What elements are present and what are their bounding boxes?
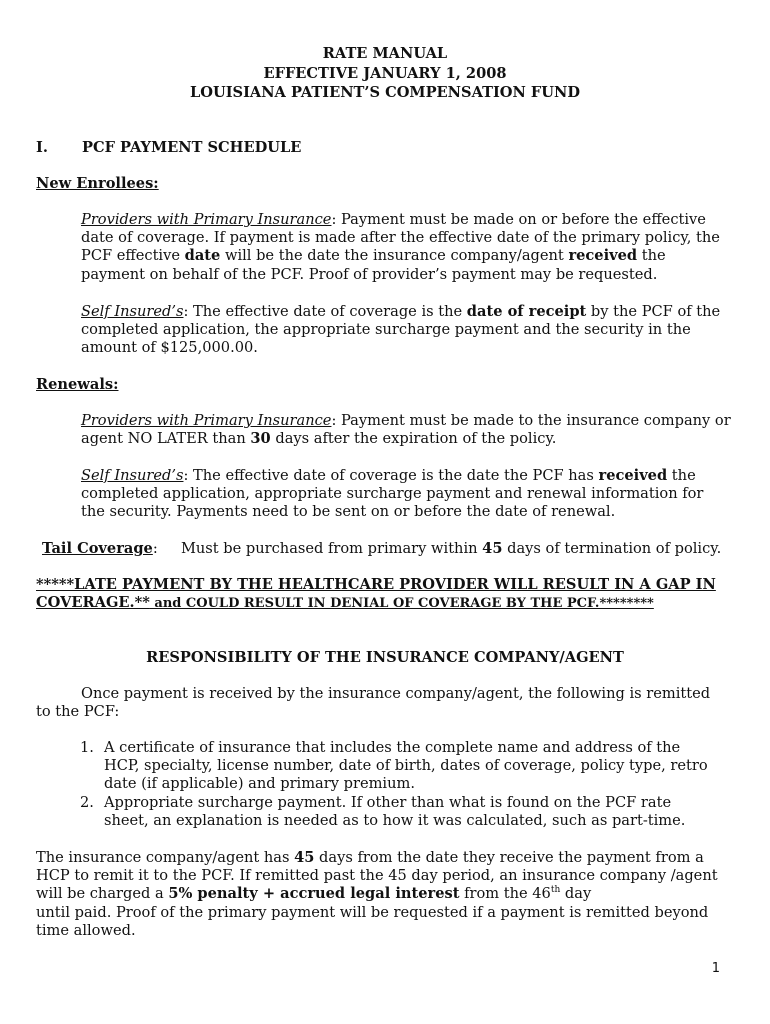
new-self-text-1: : The effective date of coverage is the bbox=[183, 303, 467, 320]
list-item bbox=[80, 739, 720, 794]
warning-line-1: *****LATE PAYMENT BY THE HEALTHCARE PROVIDER WILL RESULT IN A GAP IN bbox=[36, 576, 716, 593]
tail-coverage-paragraph bbox=[42, 540, 742, 558]
closing-text-5: until paid. Proof of the primary payment will be requested if a payment is remitted beyond time allowed. bbox=[36, 903, 709, 939]
closing-text-1: The insurance company/agent has bbox=[36, 849, 295, 866]
closing-superscript: th bbox=[550, 884, 561, 895]
ren-self-bold-1: received bbox=[598, 467, 668, 484]
remittance-deadline-paragraph bbox=[36, 849, 726, 940]
list-item-number: 1. bbox=[80, 739, 94, 756]
tail-label: Tail Coverage bbox=[42, 540, 153, 557]
new-self-bold-1: date of receipt bbox=[466, 303, 587, 320]
closing-bold-2: 5% penalty + accrued legal interest bbox=[168, 885, 460, 903]
page-number: 1 bbox=[711, 961, 720, 976]
ren-primary-label: Providers with Primary Insurance bbox=[81, 412, 332, 429]
tail-bold-1: 45 bbox=[482, 540, 503, 557]
new-primary-bold-2: received bbox=[568, 247, 638, 265]
new-self-text-2: by the PCF of the completed application, the appropriate surcharge payment and the security in the amount of $125,000.00. bbox=[81, 303, 721, 357]
new-primary-text-3: the payment on behalf of the PCF. Proof of provider’s payment may be requested. bbox=[81, 247, 666, 283]
new-self-label: Self Insured’s bbox=[81, 303, 184, 320]
title-line-2: EFFECTIVE JANUARY 1, 2008 bbox=[263, 64, 507, 82]
section-number: I. bbox=[36, 139, 48, 156]
tail-text-2: days of termination of policy. bbox=[502, 540, 722, 557]
new-primary-text-1: : Payment must be made on or before the effective date of coverage. If payment is made after the effective date of the primary policy, the PCF effective bbox=[81, 211, 720, 265]
section-title: PCF PAYMENT SCHEDULE bbox=[82, 139, 302, 156]
new-enrollees-self-paragraph bbox=[81, 303, 731, 358]
list-item-text: A certificate of insurance that includes the complete name and address of the HCP, specialty, license number, date of birth, dates of coverage, policy type, retro date (if applicable) and primary premium. bbox=[104, 739, 708, 793]
ren-primary-text-2: days after the expiration of the policy. bbox=[270, 430, 557, 448]
renewals-self-paragraph bbox=[81, 467, 731, 522]
section-heading bbox=[36, 139, 770, 157]
new-primary-text-2: will be the date the insurance company/agent bbox=[220, 247, 569, 265]
ren-self-text-2: the completed application, appropriate surcharge payment and renewal information for the security. Payments need to be sent on or before the date of renewal. bbox=[81, 467, 704, 521]
warning-line-2a: COVERAGE.** bbox=[36, 594, 150, 612]
title-line-1: RATE MANUAL bbox=[322, 45, 448, 62]
new-primary-bold-1: date bbox=[184, 247, 221, 265]
closing-text-3: from the 46 bbox=[459, 885, 551, 903]
ren-self-text-1: : The effective date of coverage is the date the PCF has bbox=[183, 467, 599, 484]
closing-bold-1: 45 bbox=[294, 849, 315, 866]
document-title bbox=[0, 44, 770, 103]
responsibility-intro: Once payment is received by the insurance company/agent, the following is remitted to the PCF: bbox=[36, 685, 711, 721]
remittance-list bbox=[80, 739, 720, 830]
new-enrollees-primary-paragraph bbox=[81, 211, 731, 284]
late-payment-warning bbox=[36, 576, 736, 613]
closing-text-2: days from the date they receive the payment from a HCP to remit it to the PCF. If remitted past the 45 day period, an insurance company /agent will be charged a bbox=[36, 849, 718, 903]
ren-self-label: Self Insured’s bbox=[81, 467, 184, 484]
ren-primary-bold-1: 30 bbox=[250, 430, 271, 448]
list-item-text: Appropriate surcharge payment. If other than what is found on the PCF rate sheet, an explanation is needed as to how it was calculated, such as part-time. bbox=[104, 793, 686, 829]
ren-primary-text-1: : Payment must be made to the insurance company or agent NO LATER than bbox=[81, 412, 731, 448]
new-primary-label: Providers with Primary Insurance bbox=[81, 211, 332, 228]
renewals-heading: Renewals: bbox=[36, 376, 119, 393]
responsibility-heading: RESPONSIBILITY OF THE INSURANCE COMPANY/AGENT bbox=[146, 649, 624, 666]
list-item-number: 2. bbox=[80, 793, 94, 811]
tail-text-1: : Must be purchased from primary within bbox=[152, 540, 483, 557]
closing-text-4: day bbox=[560, 885, 592, 903]
warning-line-2b: and COULD RESULT IN DENIAL OF COVERAGE BY THE PCF.******** bbox=[149, 596, 654, 612]
list-item bbox=[80, 794, 720, 830]
renewals-primary-paragraph bbox=[81, 412, 731, 448]
title-line-3: LOUISIANA PATIENT’S COMPENSATION FUND bbox=[190, 84, 580, 101]
new-enrollees-heading: New Enrollees: bbox=[36, 175, 159, 192]
warning-line-2 bbox=[36, 594, 736, 613]
